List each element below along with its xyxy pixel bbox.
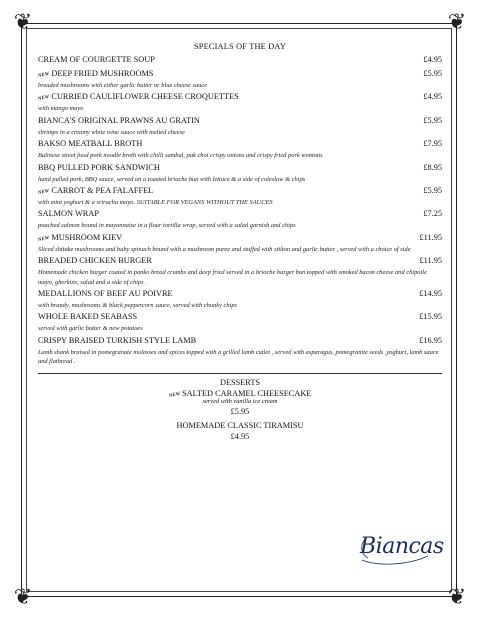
specials-list xyxy=(38,55,442,367)
menu-item-description: served with garlic butter & new potatoes xyxy=(38,325,143,333)
menu-item xyxy=(38,92,442,113)
menu-item-name-text: CRISPY BRAISED TURKISH STYLE LAMB xyxy=(38,335,197,345)
menu-item-description: breaded mushrooms with either garlic butter or blue cheese sauce xyxy=(38,82,208,89)
menu-item-price: £11.95 xyxy=(419,256,442,266)
corner-ornament-icon: ❦ xyxy=(13,10,33,35)
menu-item-price: £11.95 xyxy=(419,232,442,242)
menu-item-row xyxy=(38,92,442,104)
dessert-name xyxy=(38,389,442,398)
menu-item-name-text: BIANCA'S ORIGINAL PRAWNS AU GRATIN xyxy=(38,115,200,125)
menu-item-name-text: CURRIED CAULIFLOWER CHEESE CROQUETTES xyxy=(51,92,239,102)
menu-item xyxy=(38,139,442,160)
menu-item-name xyxy=(38,336,196,345)
menu-item xyxy=(38,69,442,90)
menu-item xyxy=(38,256,442,287)
menu-item xyxy=(38,55,442,67)
menu-item-price: £14.95 xyxy=(419,289,442,299)
menu-item-description: hand pulled pork, BBQ sauce, served on a toasted brioche bun with lettuce & a side of coleslaw & chips xyxy=(38,175,306,183)
menu-item-description: with brandy, mushrooms & black peppercorn sauce, served with chunky chips xyxy=(38,302,238,310)
menu-item-description: Balinese street food pork noodle broth with chilli sambal, pak choi crispy onions and crispy fried pork wontons xyxy=(38,152,323,160)
menu-item-name xyxy=(38,163,160,172)
menu-item-price: £4.95 xyxy=(423,55,442,64)
menu-item-description: Sliced shitake mushrooms and baby spinach bound with a mushroom puree and stuffed with stilton and garlic butter , served with a choice of side xyxy=(38,245,411,253)
dessert-price: £4.95 xyxy=(230,431,250,441)
menu-item-description: with mint yoghurt & a sriracha mayo. SUITABLE FOR VEGANS WITHOUT THE SAUCES xyxy=(38,199,273,207)
new-badge: NEW xyxy=(168,391,181,399)
menu-item-price: £7.95 xyxy=(423,139,442,149)
menu-item-price: £5.95 xyxy=(423,186,442,196)
menu-item-name-text: BAKSO MEATBALL BROTH xyxy=(38,139,143,149)
menu-item-description: poached salmon bound in mayonnaise in a flour tortilla wrap, served with a salad garnish and chips xyxy=(38,222,296,230)
menu-item-description: Lamb shank braised in pomegranate molasses and spices topped with a grilled lamb cutlet , served with asparagus, pomegranite seeds ,yoghurt, lamb sauce and flatbread . xyxy=(38,348,439,366)
menu-item-row xyxy=(38,289,442,301)
menu-item-description: Homemade chicken burger coated in panko bread crumbs and deep fried served in a brioche burger bun topped with smoked bacon cheese and chipotle mayo, gherkins, salad and a side of chips . xyxy=(38,269,427,286)
dessert-item xyxy=(38,421,442,441)
menu-item-price: £5.95 xyxy=(423,69,442,78)
menu-item-name xyxy=(38,209,99,218)
menu-item-description: with mango mayo xyxy=(38,105,84,113)
menu-content xyxy=(38,42,442,441)
menu-item-name-text: DEEP FRIED MUSHROOMS xyxy=(51,69,154,78)
menu-item xyxy=(38,312,442,333)
menu-item-name-text: WHOLE BAKED SEABASS xyxy=(38,312,138,322)
dessert-name: HOMEMADE CLASSIC TIRAMISU xyxy=(176,420,304,430)
dessert-price: £5.95 xyxy=(230,406,250,416)
new-badge: NEW xyxy=(37,95,50,103)
menu-item xyxy=(38,289,442,310)
menu-item-name xyxy=(38,256,152,265)
menu-item-name-text: MEDALLIONS OF BEEF AU POIVRE xyxy=(38,289,173,299)
menu-item xyxy=(38,336,442,367)
specials-title: SPECIALS OF THE DAY xyxy=(193,42,287,51)
dessert-name-text: SALTED CARAMEL CHEESECAKE xyxy=(182,388,312,398)
menu-item-row xyxy=(38,233,442,245)
menu-item-row xyxy=(38,69,442,81)
menu-item-name-text: BBQ PULLED PORK SANDWICH xyxy=(38,162,160,172)
corner-ornament-icon: ❦ xyxy=(13,585,33,610)
menu-item-name-text: MUSHROOM KIEV xyxy=(51,232,123,242)
biancas-logo xyxy=(356,530,444,570)
menu-item-row xyxy=(38,256,442,268)
menu-item-row xyxy=(38,139,442,151)
menu-item-row xyxy=(38,312,442,324)
new-badge: NEW xyxy=(37,188,50,197)
new-badge: NEW xyxy=(37,235,50,243)
menu-item-row xyxy=(38,336,442,348)
menu-item-description: shrimps in a creamy white wine sauce with melted cheese xyxy=(38,128,185,136)
menu-item-name xyxy=(38,312,137,321)
dessert-description: served with vanilla ice cream xyxy=(202,397,278,405)
menu-item-name xyxy=(38,116,200,125)
menu-item-row xyxy=(38,209,442,221)
menu-item-price: £7.25 xyxy=(423,209,442,219)
dessert-item xyxy=(38,389,442,416)
section-divider xyxy=(38,373,442,374)
menu-item xyxy=(38,209,442,230)
menu-item-row xyxy=(38,116,442,128)
menu-item-price: £4.95 xyxy=(423,92,442,102)
menu-item-name-text: SALMON WRAP xyxy=(38,209,99,219)
corner-ornament-icon: ❦ xyxy=(447,10,467,35)
menu-item-name xyxy=(38,233,122,242)
menu-item-name xyxy=(38,289,173,298)
menu-item xyxy=(38,186,442,207)
menu-item-price: £16.95 xyxy=(419,335,442,345)
corner-ornament-icon: ❦ xyxy=(447,585,467,610)
menu-item-row xyxy=(38,55,442,67)
menu-item-price: £15.95 xyxy=(419,312,442,322)
menu-item-name xyxy=(38,55,155,64)
menu-item-name xyxy=(38,69,153,78)
menu-item-name xyxy=(38,92,239,101)
new-badge: NEW xyxy=(37,71,50,80)
menu-item-name xyxy=(38,186,153,195)
menu-item-row xyxy=(38,163,442,175)
menu-item-name-text: BREADED CHICKEN BURGER xyxy=(38,256,152,266)
menu-item xyxy=(38,163,442,184)
menu-item-price: £5.95 xyxy=(423,115,442,125)
desserts-title: DESSERTS xyxy=(219,377,261,387)
menu-item xyxy=(38,233,442,254)
logo-text: Biancas xyxy=(360,534,444,559)
menu-item-name xyxy=(38,139,142,148)
menu-item xyxy=(38,116,442,137)
menu-item-price: £8.95 xyxy=(423,162,442,172)
menu-item-name-text: CARROT & PEA FALAFFEL xyxy=(51,186,154,196)
menu-item-row xyxy=(38,186,442,198)
menu-item-name-text: CREAM OF COURGETTE SOUP xyxy=(38,55,155,64)
